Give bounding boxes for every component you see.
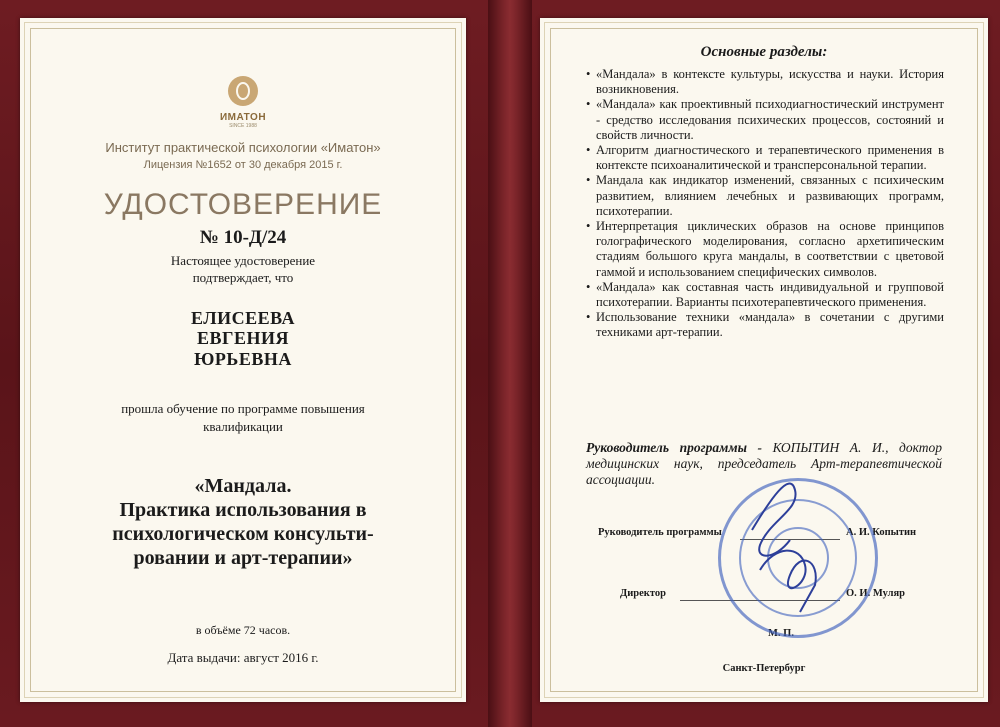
institute-name: Институт практической психологии «Иматон» xyxy=(105,140,381,155)
section-item: • Интерпретация циклических образов на основе принципов голографического моделирования, согласно архетипическим стадиям большого круга мандалы, в соответствии с цветовой гаммой и использованием специфических символов. xyxy=(586,219,944,280)
holder-first-name: ЕВГЕНИЯ xyxy=(197,328,289,348)
program-head-label: Руководитель программы - xyxy=(586,440,763,455)
holder-surname: ЕЛИСЕЕВА xyxy=(190,308,296,328)
license-line: Лицензия №1652 от 30 декабря 2015 г. xyxy=(143,159,343,171)
signature-head xyxy=(752,484,796,556)
signature-director xyxy=(760,551,816,612)
section-item: • «Мандала» как составная часть индивидуальной и групповой психотерапии. Варианты психотерапевтического применения. xyxy=(586,280,944,310)
confirm-line-2: подтверждает, что xyxy=(192,270,294,285)
course-title-line: ровании и арт-терапии» xyxy=(133,547,353,569)
city: Санкт-Петербург xyxy=(722,663,806,674)
sig-head-name: А. И. Копытин xyxy=(846,527,917,538)
logo-name: ИМАТОН xyxy=(219,112,267,123)
section-item: • Алгоритм диагностического и терапевтического применения в контексте психоаналитической и трансперсональной терапии. xyxy=(586,143,944,173)
trained-line-1: прошла обучение по программе повышения xyxy=(121,401,365,416)
stamp-place: М. П. xyxy=(768,628,794,639)
section-item: • Мандала как индикатор изменений, связанных с психическим развитием, влиянием лечебных и развивающих программ, психотерапии. xyxy=(586,173,944,219)
section-item: • «Мандала» как проективный психодиагностический инструмент - средство исследования психических процессов, состояний и свойств личности. xyxy=(586,97,944,143)
sig-head-label: Руководитель программы xyxy=(598,527,722,538)
section-item: • Использование техники «мандала» в сочетании с другими техниками арт-терапии. xyxy=(586,310,944,340)
course-title-line: «Мандала. xyxy=(194,475,292,497)
trained-line-2: квалификации xyxy=(203,419,283,434)
section-item: • «Мандала» в контексте культуры, искусства и науки. История возникновения. xyxy=(586,67,944,97)
holder-patronymic: ЮРЬЕВНА xyxy=(194,349,292,369)
logo-since: SINCE 1988 xyxy=(229,123,257,129)
sections-title: Основные разделы: xyxy=(700,44,828,60)
course-title-line: Практика использования в xyxy=(119,499,367,521)
program-head-text: КОПЫТИН А. И., доктор медицинских наук, председатель Арт-терапевтической ассоциации. xyxy=(586,440,943,487)
sig-director-label: Директор xyxy=(620,588,666,599)
course-hours: в объёме 72 часов. xyxy=(195,623,291,637)
certificate-number: № 10-Д/24 xyxy=(199,227,287,248)
confirm-line-1: Настоящее удостоверение xyxy=(170,253,316,268)
document-title: УДОСТОВЕРЕНИЕ xyxy=(103,188,383,221)
course-title-line: психологическом консульти- xyxy=(112,523,374,545)
issue-date: Дата выдачи: август 2016 г. xyxy=(167,650,319,665)
sig-director-name: О. И. Муляр xyxy=(846,588,906,599)
